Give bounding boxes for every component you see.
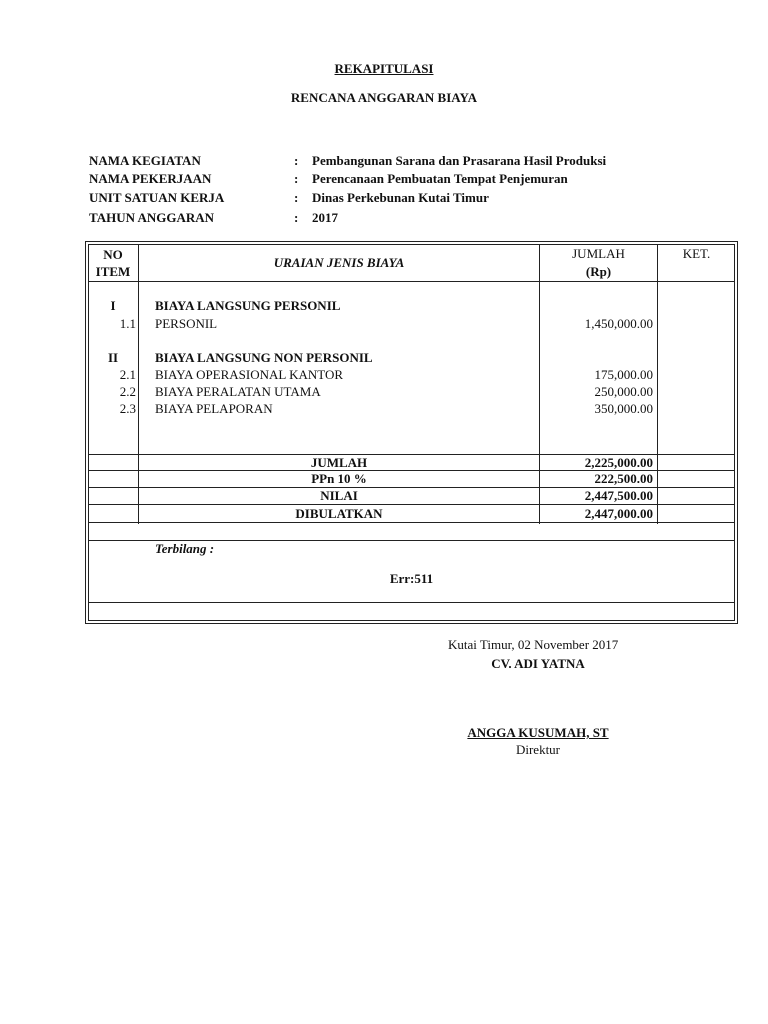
- item-no: 1.1: [119, 316, 136, 331]
- total-amount-jumlah: 2,225,000.00: [584, 455, 653, 470]
- signer-role: Direktur: [515, 742, 561, 757]
- total-label-dibulatkan: DIBULATKAN: [295, 506, 383, 521]
- header-item: ITEM: [95, 264, 131, 279]
- info-value: Dinas Perkebunan Kutai Timur: [312, 190, 489, 205]
- total-label-nilai: NILAI: [320, 488, 358, 503]
- item-no: 2.1: [119, 367, 136, 382]
- info-value: Perencanaan Pembuatan Tempat Penjemuran: [312, 171, 568, 186]
- item-amount: 1,450,000.00: [584, 316, 653, 331]
- item-no: 2.2: [119, 384, 136, 399]
- info-value: Pembangunan Sarana dan Prasarana Hasil Produksi: [312, 153, 607, 168]
- table-header-divider: [88, 281, 735, 282]
- place-date: Kutai Timur, 02 November 2017: [448, 637, 619, 652]
- item-amount: 175,000.00: [594, 367, 653, 382]
- item-desc: PERSONIL: [155, 316, 218, 331]
- item-desc: BIAYA PERALATAN UTAMA: [155, 384, 321, 399]
- item-amount: 350,000.00: [594, 401, 653, 416]
- info-label: UNIT SATUAN KERJA: [89, 190, 225, 205]
- info-separator: :: [294, 210, 299, 225]
- company-name: CV. ADI YATNA: [491, 656, 585, 671]
- total-label-ppn: PPn 10 %: [311, 471, 367, 486]
- header-ket: KET.: [682, 246, 711, 261]
- header-uraian: URAIAN JENIS BIAYA: [273, 255, 405, 270]
- info-separator: :: [294, 153, 299, 168]
- section-title: BIAYA LANGSUNG NON PERSONIL: [155, 350, 373, 365]
- section-title: BIAYA LANGSUNG PERSONIL: [155, 298, 341, 313]
- document-title: REKAPITULASI: [334, 61, 434, 76]
- item-amount: 250,000.00: [594, 384, 653, 399]
- signer-name: ANGGA KUSUMAH, ST: [467, 725, 609, 740]
- total-amount-dibulatkan: 2,447,000.00: [584, 506, 653, 521]
- terbilang-label: Terbilang :: [155, 541, 215, 556]
- info-value: 2017: [312, 210, 338, 225]
- terbilang-value: Err:511: [389, 571, 434, 586]
- total-amount-nilai: 2,447,500.00: [584, 488, 653, 503]
- table-divider: [88, 602, 735, 603]
- item-desc: BIAYA OPERASIONAL KANTOR: [155, 367, 344, 382]
- header-no: NO: [103, 247, 123, 262]
- info-label: NAMA KEGIATAN: [89, 153, 201, 168]
- info-label: TAHUN ANGGARAN: [89, 210, 215, 225]
- table-divider: [88, 504, 735, 505]
- item-desc: BIAYA PELAPORAN: [155, 401, 273, 416]
- table-divider: [88, 522, 735, 523]
- total-label-jumlah: JUMLAH: [310, 455, 368, 470]
- section-no: I: [110, 298, 116, 313]
- info-separator: :: [294, 171, 299, 186]
- item-no: 2.3: [119, 401, 136, 416]
- section-no: II: [107, 350, 119, 365]
- header-rp: (Rp): [585, 264, 612, 279]
- info-separator: :: [294, 190, 299, 205]
- document-subtitle: RENCANA ANGGARAN BIAYA: [290, 90, 478, 105]
- info-label: NAMA PEKERJAAN: [89, 171, 212, 186]
- header-jumlah: JUMLAH: [572, 246, 625, 261]
- table-column-line: [657, 244, 658, 524]
- total-amount-ppn: 222,500.00: [594, 471, 653, 486]
